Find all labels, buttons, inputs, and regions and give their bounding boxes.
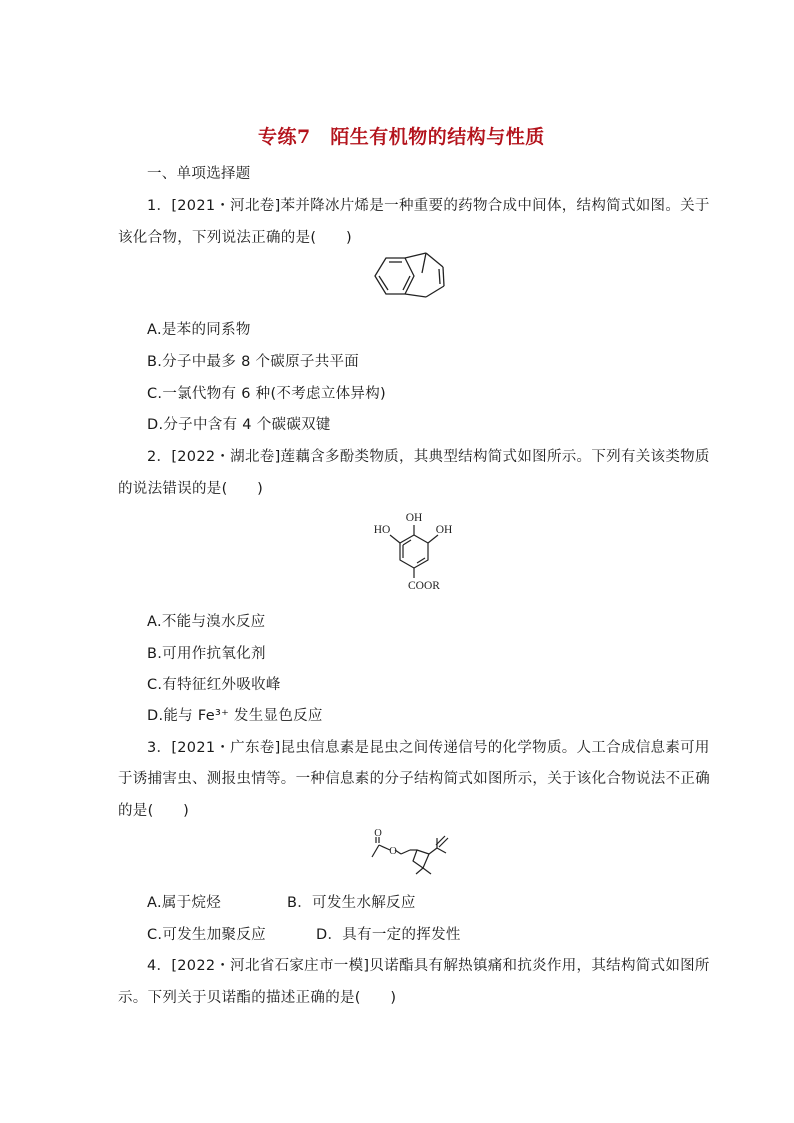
q4-stem-line2: 示。下列关于贝诺酯的描述正确的是( ) bbox=[118, 990, 397, 1006]
q3-pheromone-structure bbox=[364, 828, 462, 878]
q2-ho-left-label: HO bbox=[373, 524, 391, 536]
q3-carbonyl-o-label: O bbox=[374, 828, 382, 839]
q3-stem-line2: 于诱捕害虫、测报虫情等。一种信息素的分子结构简式如图所示，关于该化合物说法不正确 bbox=[118, 771, 710, 787]
q2-oh-top-label: OH bbox=[405, 512, 423, 524]
q1-option-c: C.一氯代物有 6 种(不考虑立体异构) bbox=[147, 386, 386, 402]
q2-polyphenol-structure bbox=[364, 508, 454, 598]
q2-coor-label: COOR bbox=[408, 580, 440, 592]
q2-option-d: D.能与 Fe³⁺ 发生显色反应 bbox=[147, 708, 323, 724]
q2-stem-line1: 2．[2022・湖北卷]莲藕含多酚类物质，其典型结构简式如图所示。下列有关该类物质 bbox=[147, 449, 710, 465]
section-heading: 一、单项选择题 bbox=[147, 166, 251, 182]
q1-stem-line1: 1．[2021・河北卷]苯并降冰片烯是一种重要的药物合成中间体，结构简式如图。关于 bbox=[147, 198, 710, 214]
q2-option-b: B.可用作抗氧化剂 bbox=[147, 646, 266, 662]
q1-stem-line2: 该化合物，下列说法正确的是( ) bbox=[118, 230, 352, 246]
page-title: 专练7 陌生有机物的结构与性质 bbox=[258, 126, 545, 148]
q1-benzonorbornene-structure bbox=[368, 251, 458, 301]
q3-stem-line1: 3．[2021・广东卷]昆虫信息素是昆虫之间传递信号的化学物质。人工合成信息素可用 bbox=[147, 740, 710, 756]
q1-option-a: A.是苯的同系物 bbox=[147, 322, 251, 338]
q3-stem-line3: 的是( ) bbox=[118, 803, 190, 819]
q2-oh-right-label: OH bbox=[435, 524, 453, 536]
q3-option-a: A.属于烷烃 bbox=[147, 895, 222, 911]
q3-option-b: B．可发生水解反应 bbox=[287, 895, 416, 911]
q1-option-d: D.分子中含有 4 个碳碳双键 bbox=[147, 417, 331, 433]
q4-stem-line1: 4．[2022・河北省石家庄市一模]贝诺酯具有解热镇痛和抗炎作用，其结构简式如图所 bbox=[147, 958, 710, 974]
q3-ester-o-label: O bbox=[389, 846, 397, 857]
q2-option-c: C.有特征红外吸收峰 bbox=[147, 677, 281, 693]
q1-option-b: B.分子中最多 8 个碳原子共平面 bbox=[147, 354, 360, 370]
q2-stem-line2: 的说法错误的是( ) bbox=[118, 481, 264, 497]
q3-option-c: C.可发生加聚反应 bbox=[147, 927, 266, 943]
q2-option-a: A.不能与溴水反应 bbox=[147, 614, 266, 630]
q3-option-d: D．具有一定的挥发性 bbox=[316, 927, 461, 943]
